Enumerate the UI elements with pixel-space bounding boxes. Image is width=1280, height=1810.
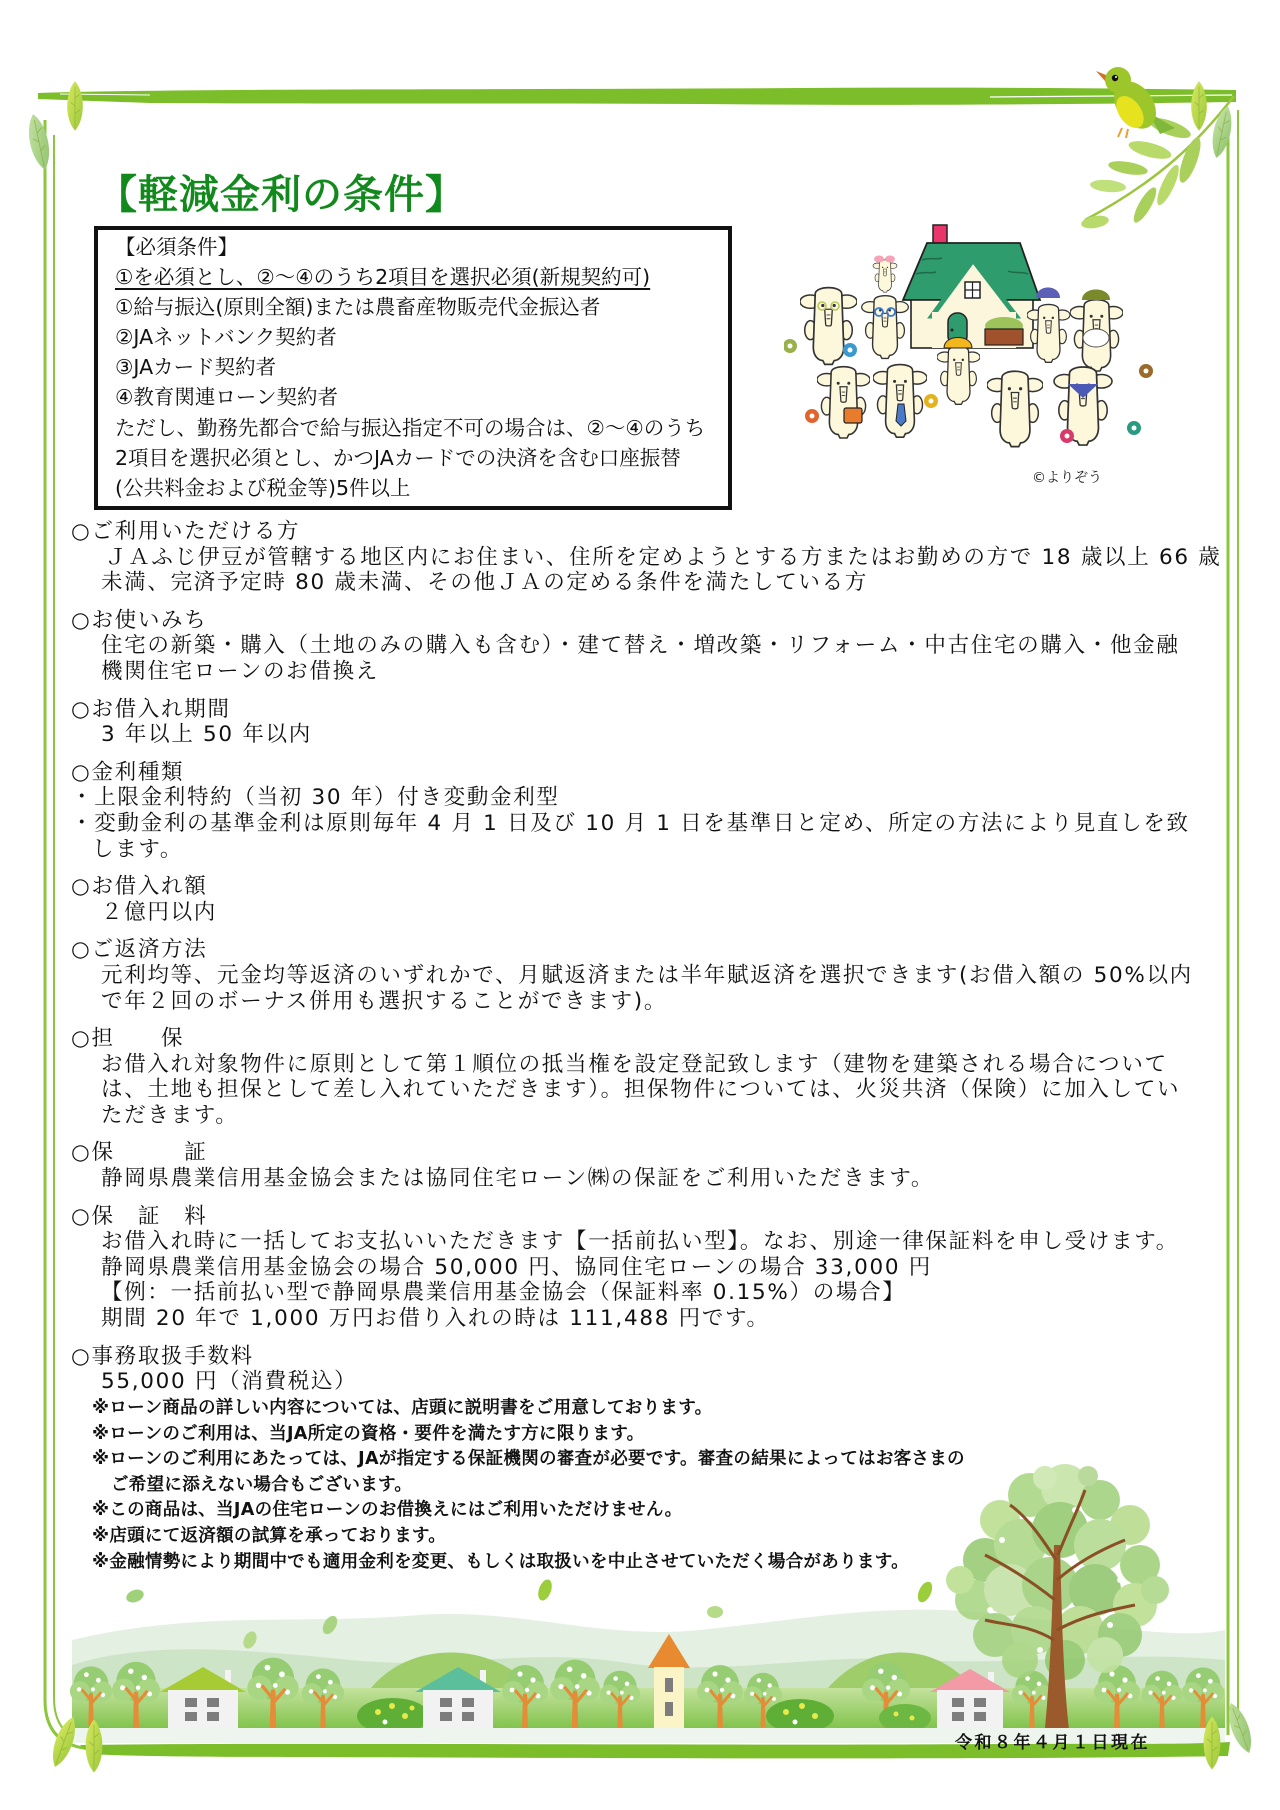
required-item: ④教育関連ローン契約者 — [115, 385, 338, 410]
footnote: ※この商品は、当JAの住宅ローンのお借換えにはご利用いただけません。 — [92, 1500, 683, 1521]
required-exception: (公共料金および税金等)5件以上 — [115, 475, 411, 500]
section-text: 元利均等、元金均等返済のいずれかで、月賦返済または半年賦返済を選択できます(お借入額の 50%以内 — [101, 962, 1193, 988]
required-rule: ①を必須とし、②～④のうち2項目を選択必須(新規契約可) — [115, 265, 651, 290]
footnote: ※店頭にて返済額の試算を承っております。 — [92, 1525, 447, 1546]
section-text: は、土地も担保として差し入れていただきます）。担保物件については、火災共済（保険）に加入してい — [101, 1077, 1181, 1103]
section-text: 未満、完済予定時 80 歳未満、その他ＪＡの定める条件を満たしている方 — [101, 570, 869, 596]
section-text: ＪＡふじ伊豆が管轄する地区内にお住まい、住所を定めようとする方またはお勤めの方で 18 歳以上 66 歳 — [105, 544, 1222, 570]
section-heading: ○お借入れ期間 — [71, 696, 231, 722]
house-icon — [903, 225, 1040, 348]
section-text: ２億円以内 — [101, 899, 218, 925]
section-text: 55,000 円（消費税込） — [101, 1369, 358, 1395]
section-example: 【例：一括前払い型で静岡県農業信用基金協会（保証料率 0.15%）の場合】 — [101, 1280, 906, 1306]
section-text: 機関住宅ローンのお借換え — [101, 658, 379, 684]
section-text: 3 年以上 50 年以内 — [101, 722, 312, 748]
section-text: お借入れ時に一括してお支払いいただきます【一括前払い型】。なお、別途一律保証料を申し受けます。 — [101, 1229, 1179, 1255]
footnote: ※ローンのご利用は、当JA所定の資格・要件を満たす方に限ります。 — [92, 1423, 645, 1444]
footnotes — [92, 1396, 965, 1575]
footnote-continued: ご希望に添えない場合もございます。 — [111, 1474, 413, 1495]
footnote: ※ローンのご利用にあたっては、JAが指定する保証機関の審査が必要です。審査の結果によってはお客さまの — [92, 1449, 965, 1470]
section-text: 静岡県農業信用基金協会の場合 50,000 円、協同住宅ローンの場合 33,000 円 — [101, 1254, 932, 1280]
beard-icon — [1083, 329, 1109, 347]
illustration-credit: ©よりぞう — [1032, 470, 1102, 486]
loan-details — [71, 519, 1231, 1395]
required-conditions-box — [94, 226, 732, 510]
yorizo-illustration — [784, 216, 1160, 478]
section-heading: ○お使いみち — [71, 607, 208, 633]
section-text: お借入れ対象物件に原則として第１順位の抵当権を設定登記致します（建物を建築される場合について — [101, 1051, 1168, 1077]
section-text: で年２回のボーナス併用も選択することができます)。 — [101, 988, 668, 1014]
section-guarantee — [71, 1140, 1231, 1191]
section-heading: ○ご返済方法 — [71, 937, 208, 963]
effective-date: 令和８年４月１日現在 — [955, 1733, 1150, 1753]
section-text: ただきます。 — [101, 1102, 239, 1128]
section-collateral — [71, 1026, 1231, 1128]
required-heading: 【必須条件】 — [115, 235, 238, 259]
section-text: 期間 20 年で 1,000 万円お借り入れの時は 111,488 円です。 — [101, 1306, 770, 1332]
required-item: ①給与振込(原則全額)または農畜産物販売代金振込者 — [115, 295, 601, 320]
frame-top-stroke — [38, 88, 1236, 105]
required-item: ③JAカード契約者 — [115, 355, 277, 380]
bag-icon — [844, 408, 862, 423]
required-exception: 2項目を選択必須とし、かつJAカードでの決済を含む口座振替 — [115, 445, 681, 470]
section-heading: ○お借入れ額 — [71, 874, 208, 900]
section-purpose — [71, 608, 1231, 685]
section-heading: ○担 保 — [71, 1026, 185, 1052]
section-text: 静岡県農業信用基金協会または協同住宅ローン㈱の保証をご利用いただきます。 — [101, 1166, 935, 1192]
section-rate-type — [71, 760, 1231, 862]
page-title: 【軽減金利の条件】 — [97, 172, 466, 218]
section-heading: ○保 証 — [71, 1140, 208, 1166]
section-loan-amount — [71, 874, 1231, 925]
section-guarantee-fee — [71, 1204, 1231, 1332]
section-bullet: ・変動金利の基準金利は原則毎年 4 月 1 日及び 10 月 1 日を基準日と定め、所定の方法により見直しを致 — [71, 810, 1190, 836]
section-heading: ○金利種類 — [71, 759, 185, 785]
footnote: ※ローン商品の詳しい内容については、店頭に説明書をご用意しております。 — [92, 1398, 713, 1418]
section-text: 住宅の新築・購入（土地のみの購入も含む）・建て替え・増改築・リフォーム・中古住宅の購入・他金融 — [101, 633, 1180, 659]
section-heading: ○保 証 料 — [71, 1203, 208, 1229]
tie-icon — [896, 404, 906, 426]
required-item: ②JAネットバンク契約者 — [115, 325, 337, 350]
section-heading: ○事務取扱手数料 — [71, 1343, 254, 1369]
section-text: します。 — [92, 836, 184, 862]
green-hat-icon — [1082, 290, 1110, 301]
blue-hat-icon — [1036, 288, 1060, 299]
required-exception: ただし、勤務先都合で給与振込指定不可の場合は、②～④のうち — [115, 415, 706, 440]
branch-icon — [1080, 96, 1234, 230]
section-bullet: ・上限金利特約（当初 30 年）付き変動金利型 — [71, 785, 560, 811]
section-loan-term — [71, 697, 1231, 748]
section-repayment — [71, 937, 1231, 1014]
footnote: ※金融情勢により期間中でも適用金利を変更、もしくは取扱いを中止させていただく場合があります。 — [92, 1551, 909, 1572]
section-eligibility — [71, 519, 1231, 596]
section-handling-fee — [71, 1344, 1231, 1395]
section-heading: ○ご利用いただける方 — [71, 519, 301, 544]
